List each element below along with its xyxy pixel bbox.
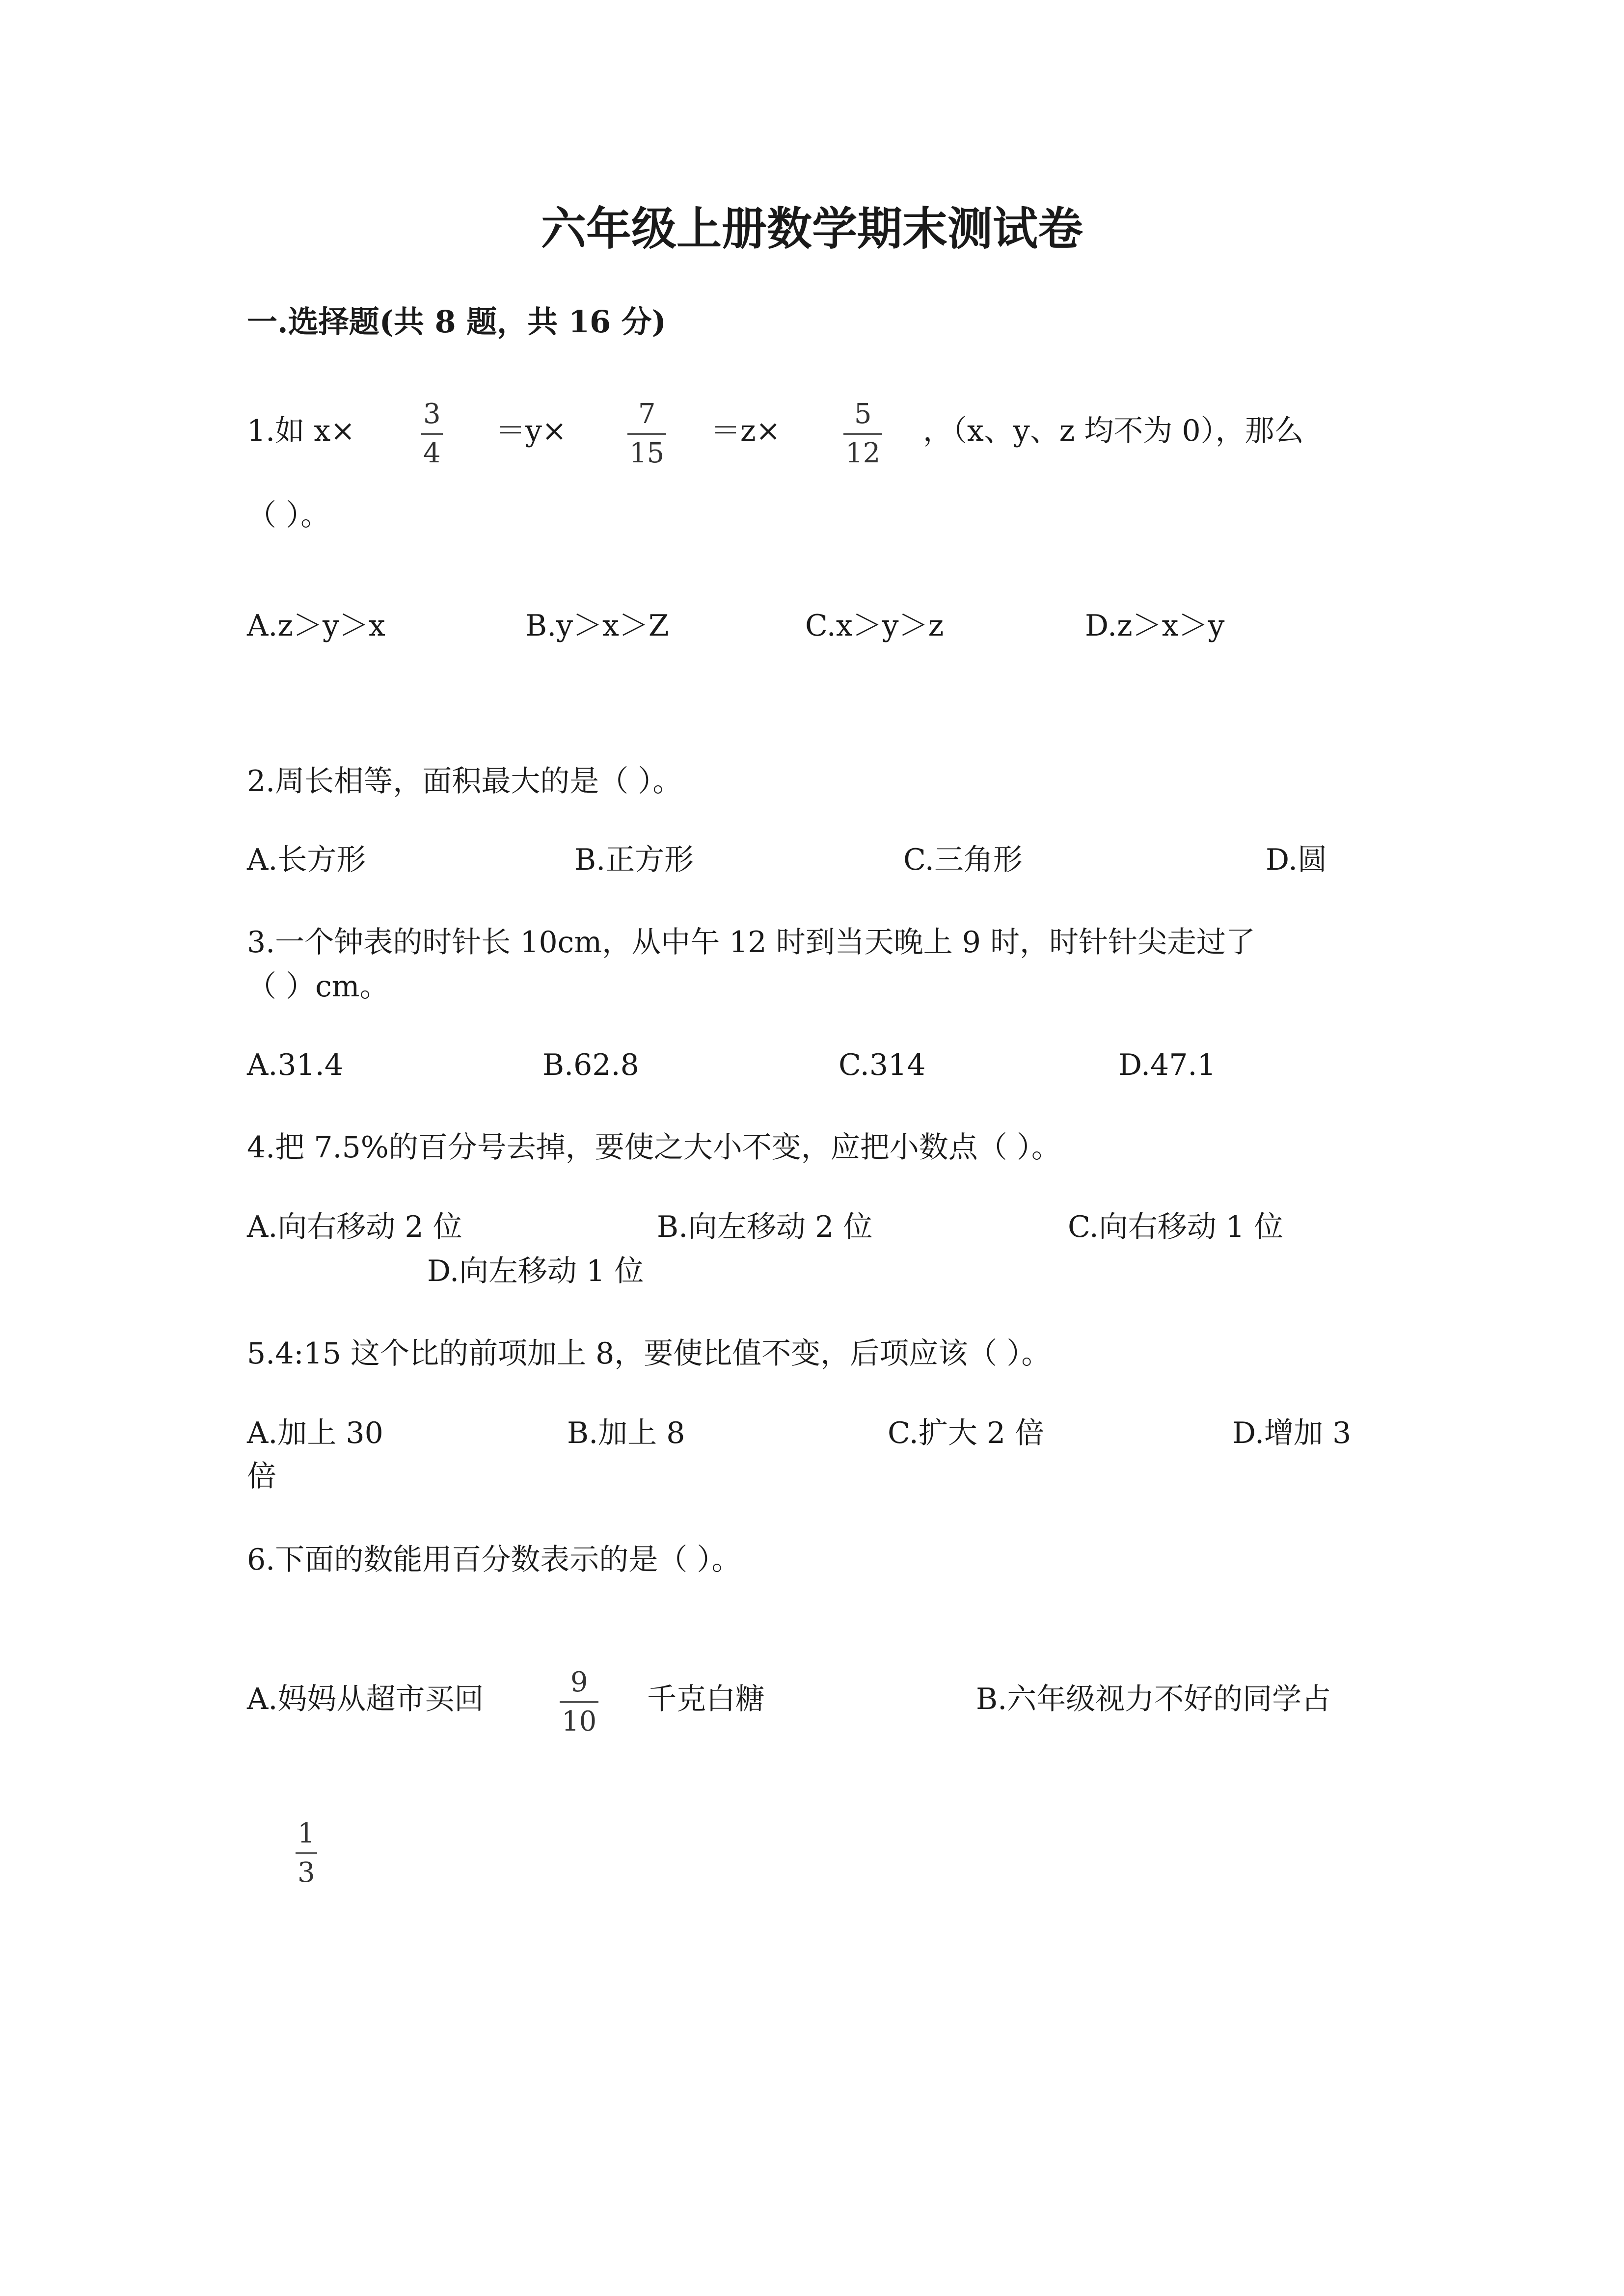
q1-eq-z: ＝z× — [711, 414, 781, 448]
q6-frac-a-numerator: 9 — [570, 1666, 588, 1698]
q6-option-a-prefix: A.妈妈从超市买回 — [247, 1682, 484, 1716]
section-heading: 一.选择题(共 8 题，共 16 分) — [247, 304, 667, 340]
q4-stem: 4.把 7.5%的百分号去掉，要使之大小不变，应把小数点（ ）。 — [247, 1130, 1061, 1165]
q2-option-c: C.三角形 — [903, 843, 1023, 877]
q1-frac3-denominator: 12 — [845, 437, 881, 469]
q2-option-d: D.圆 — [1266, 843, 1327, 877]
q6-option-a-suffix: 千克白糖 — [647, 1682, 765, 1716]
q4-option-a: A.向右移动 2 位 — [247, 1210, 462, 1244]
q1-option-c: C.x＞y＞z — [805, 609, 944, 643]
q1-fraction-1 — [421, 400, 443, 467]
q4-option-c: C.向右移动 1 位 — [1068, 1210, 1284, 1244]
q5-option-b: B.加上 8 — [567, 1416, 685, 1450]
q6-frac-a-denominator: 10 — [562, 1706, 597, 1737]
q6-frac-b-numerator: 1 — [298, 1817, 315, 1849]
q1-fraction-2 — [627, 400, 666, 467]
q3-option-c: C.314 — [839, 1048, 926, 1082]
q5-option-c: C.扩大 2 倍 — [888, 1416, 1045, 1450]
q6-stem: 6.下面的数能用百分数表示的是（ ）。 — [247, 1543, 741, 1577]
q1-frac2-denominator: 15 — [629, 437, 665, 469]
q3-stem-line-1: 3.一个钟表的时针长 10cm，从中午 12 时到当天晚上 9 时，时针针尖走过了 — [247, 925, 1255, 960]
q4-option-d: D.向左移动 1 位 — [427, 1254, 644, 1288]
q3-stem-line-2: （ ）cm。 — [247, 969, 389, 1004]
q1-suffix: ，（x、y、z 均不为 0），那么 — [923, 414, 1304, 448]
q6-frac-b-denominator: 3 — [298, 1857, 315, 1889]
q2-option-b: B.正方形 — [574, 843, 694, 877]
fraction-bar — [296, 1852, 317, 1854]
q1-frac2-numerator: 7 — [638, 398, 656, 430]
q5-option-a: A.加上 30 — [247, 1416, 383, 1450]
q1-eq-y: ＝y× — [496, 414, 567, 448]
q1-option-b: B.y＞x＞Z — [525, 609, 669, 643]
q1-answer-blank: （ ）。 — [247, 498, 330, 533]
q4-option-b: B.向左移动 2 位 — [657, 1210, 873, 1244]
q1-fraction-3 — [843, 400, 882, 467]
q3-option-b: B.62.8 — [542, 1048, 639, 1082]
q1-frac1-numerator: 3 — [423, 398, 441, 430]
q5-option-d-wrap: 倍 — [247, 1459, 276, 1494]
q1-option-a: A.z＞y＞x — [247, 609, 385, 643]
q2-stem: 2.周长相等，面积最大的是（ ）。 — [247, 764, 682, 799]
q1-frac3-numerator: 5 — [854, 398, 872, 430]
fraction-bar — [627, 433, 666, 435]
q3-option-d: D.47.1 — [1118, 1048, 1216, 1082]
q6-option-b-prefix: B.六年级视力不好的同学占 — [976, 1682, 1331, 1716]
q2-option-a: A.长方形 — [247, 843, 366, 877]
q5-option-d: D.增加 3 — [1232, 1416, 1352, 1450]
q6-option-b-fraction — [296, 1817, 317, 1889]
q1-option-d: D.z＞x＞y — [1085, 609, 1225, 643]
page-title: 六年级上册数学期末测试卷 — [541, 202, 1083, 255]
q1-frac1-denominator: 4 — [423, 437, 441, 469]
q1-prefix: 1.如 x× — [247, 414, 355, 448]
q6-option-a-fraction — [560, 1666, 598, 1737]
fraction-bar — [843, 433, 882, 435]
fraction-bar — [421, 433, 443, 435]
q5-stem: 5.4:15 这个比的前项加上 8，要使比值不变，后项应该（ ）。 — [247, 1336, 1051, 1371]
fraction-bar — [560, 1701, 598, 1703]
q3-option-a: A.31.4 — [247, 1048, 343, 1082]
